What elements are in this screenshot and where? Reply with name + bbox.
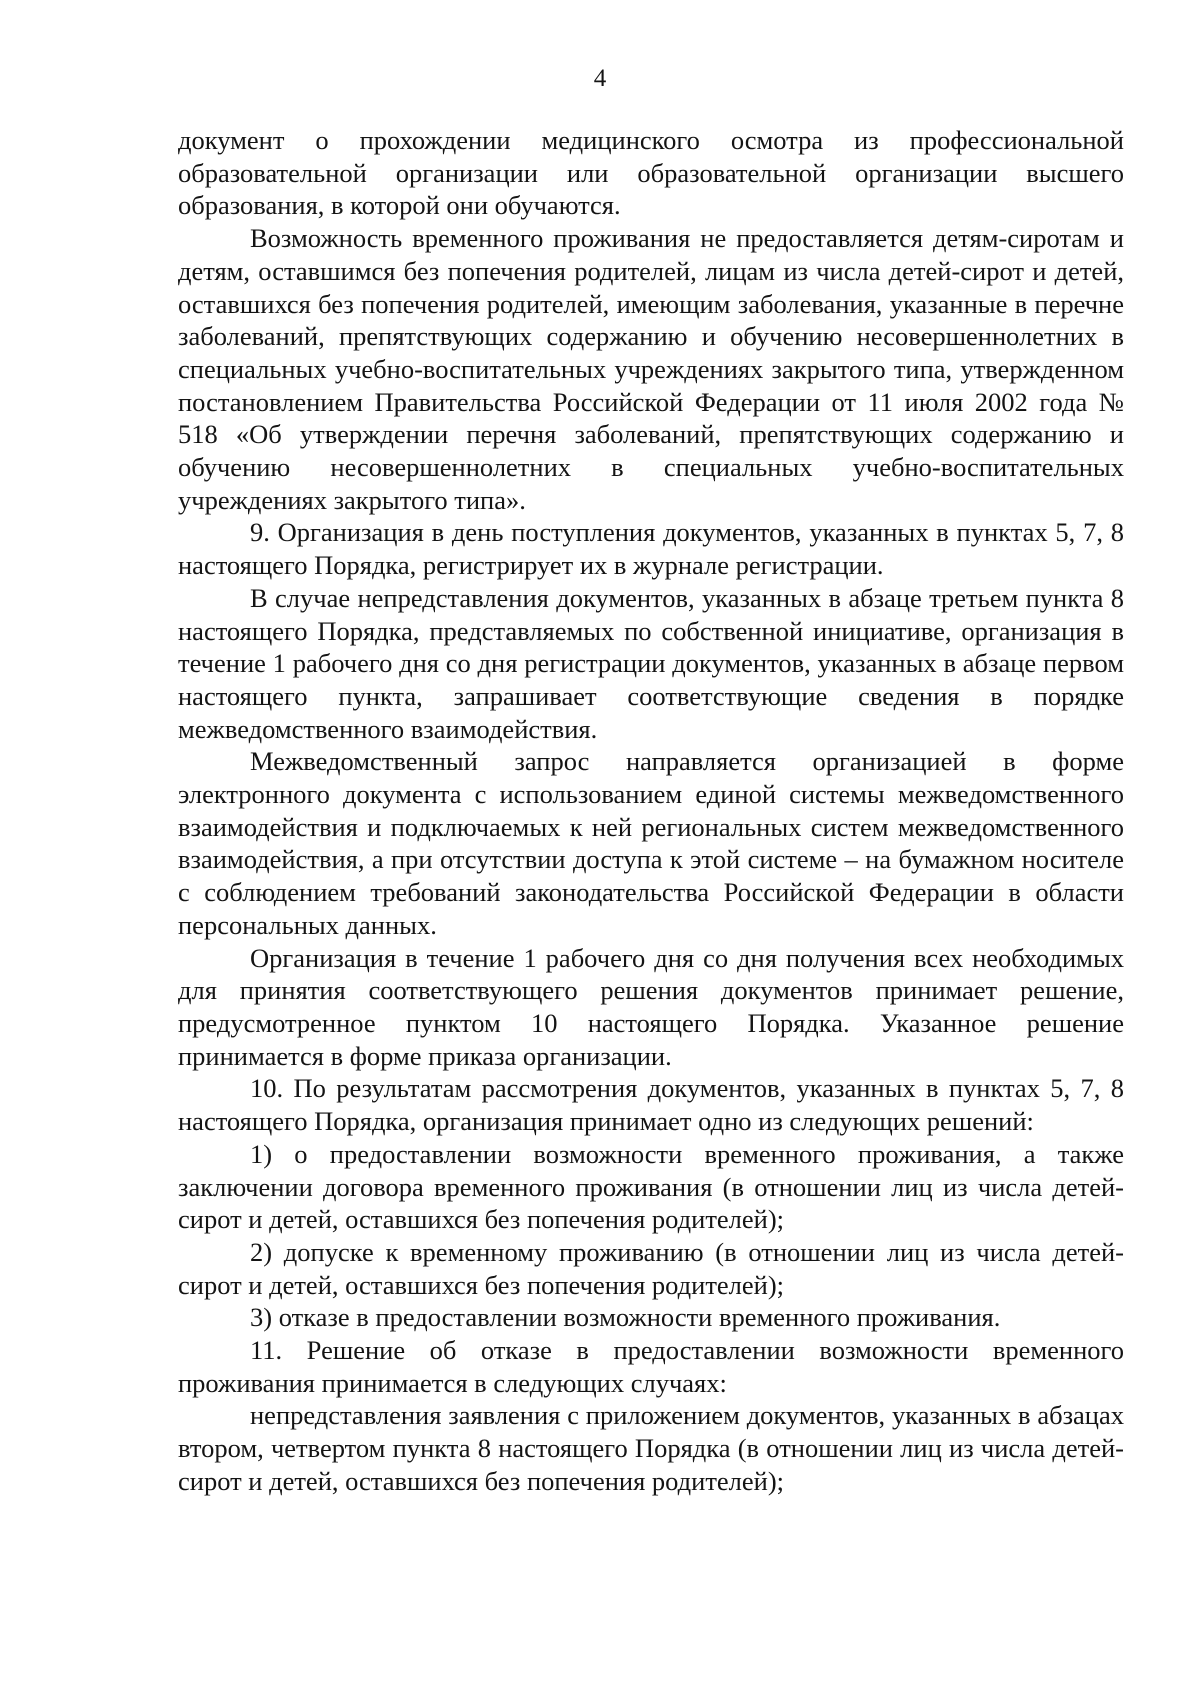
paragraph-clause-9: 9. Организация в день поступления документов, указанных в пунктах 5, 7, 8 настоящего Порядка, регистрирует их в журнале регистрации. [178, 517, 1124, 581]
paragraph-continuation: документ о прохождении медицинского осмотра из профессиональной образовательной организации или образовательной организации высшего образования, в которой они обучаются. [178, 125, 1124, 221]
list-item-decision-1: 1) о предоставлении возможности временного проживания, а также заключении договора временного проживания (в отношении лиц из числа детей-сирот и детей, оставшихся без попечения родителей); [178, 1138, 1124, 1235]
list-item-decision-2: 2) допуске к временному проживанию (в отношении лиц из числа детей-сирот и детей, оставшихся без попечения родителей); [178, 1236, 1124, 1300]
page-number: 4 [593, 65, 607, 92]
paragraph-clause-11: 11. Решение об отказе в предоставлении возможности временного проживания принимается в следующих случаях: [178, 1335, 1124, 1398]
paragraph-decision-deadline: Организация в течение 1 рабочего дня со дня получения всех необходимых для принятия соответствующего решения документов принимает решение, предусмотренное пунктом 10 настоящего Порядка. Указанное решение принимается в форме приказа организации. [178, 942, 1124, 1071]
paragraph-refusal-case: непредставления заявления с приложением документов, указанных в абзацах втором, четвертом пункта 8 настоящего Порядка (в отношении лиц из числа детей-сирот и детей, оставшихся без попечения родителей); [178, 1400, 1124, 1496]
paragraph-interagency-request-case: В случае непредставления документов, указанных в абзаце третьем пункта 8 настоящего Порядка, представляемых по собственной инициативе, организация в течение 1 рабочего дня со дня регистрации документов, указанных в абзаце первом настоящего пункта, запрашивает соответствующие сведения в порядке межведомственного взаимодействия. [178, 582, 1124, 744]
paragraph-interagency-request-form: Межведомственный запрос направляется организацией в форме электронного документа с использованием единой системы межведомственного взаимодействия и подключаемых к ней региональных систем межведомственного взаимодействия, а при отсутствии доступа к этой системе – на бумажном носителе с соблюдением требований законодательства Российской Федерации в области персональных данных. [178, 746, 1124, 940]
paragraph-temporary-residence-exclusion: Возможность временного проживания не предоставляется детям-сиротам и детям, оставшимся без попечения родителей, лицам из числа детей-сирот и детей, оставшихся без попечения родителей, имеющим заболевания, указанные в перечне заболеваний, препятствующих содержанию и обучению несовершеннолетних в специальных учебно-воспитательных учреждениях закрытого типа, утвержденном постановлением Правительства Российской Федерации от 11 июля 2002 года № 518 «Об утверждении перечня заболеваний, препятствующих содержанию и обучению несовершеннолетних в специальных учебно-воспитательных учреждениях закрытого типа». [178, 223, 1124, 515]
list-item-decision-3: 3) отказе в предоставлении возможности временного проживания. [250, 1302, 1001, 1333]
document-body [178, 124, 1124, 1498]
paragraph-clause-10: 10. По результатам рассмотрения документов, указанных в пунктах 5, 7, 8 настоящего Порядка, организация принимает одно из следующих решений: [178, 1073, 1124, 1137]
